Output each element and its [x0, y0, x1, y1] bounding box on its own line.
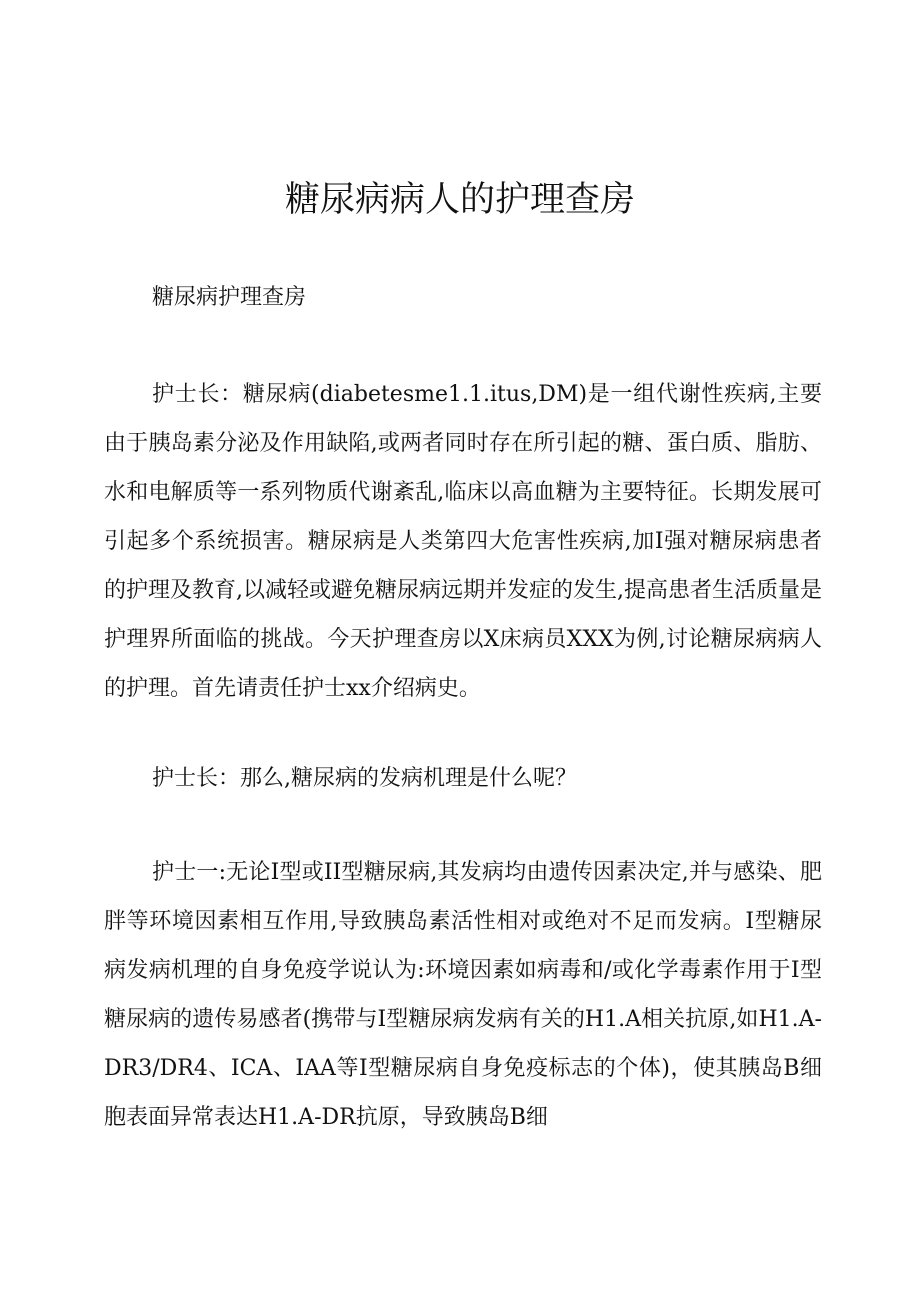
paragraph-introduction: 护士长：糖尿病(diabetesme1.1.itus,DM)是一组代谢性疾病,主要由于胰岛素分泌及作用缺陷,或两者同时存在所引起的糖、蛋白质、脂肪、水和电解质等一系列物质代谢紊乱,临床以高血糖为主要特征。长期发展可引起多个系统损害。糖尿病是人类第四大危害性疾病,加I强对糖尿病患者的护理及教育,以减轻或避免糖尿病远期并发症的发生,提高患者生活质量是护理界所面临的挑战。今天护理查房以X床病员XXX为例,讨论糖尿病病人的护理。首先请责任护士xx介绍病史。 [104, 382, 822, 701]
document-title: 糖尿病病人的护理查房 [284, 180, 635, 220]
paragraph-question: 护士长：那么,糖尿病的发病机理是什么呢？ [152, 766, 577, 791]
paragraph-answer: 护士一:无论I型或II型糖尿病,其发病均由遗传因素决定,并与感染、肥胖等环境因素相互作用,导致胰岛素活性相对或绝对不足而发病。I型糖尿病发病机理的自身免疫学说认为:环境因素如病毒和/或化学毒素作用于I型糖尿病的遗传易感者(携带与I型糖尿病发病有关的H1.A相关抗原,如H1.A-DR3/DR4、ICA、IAA等I型糖尿病自身免疫标志的个体)，使其胰岛B细胞表面异常表达H1.A-DR抗原，导致胰岛B细 [104, 860, 822, 1130]
document-subtitle: 糖尿病护理查房 [152, 285, 307, 310]
